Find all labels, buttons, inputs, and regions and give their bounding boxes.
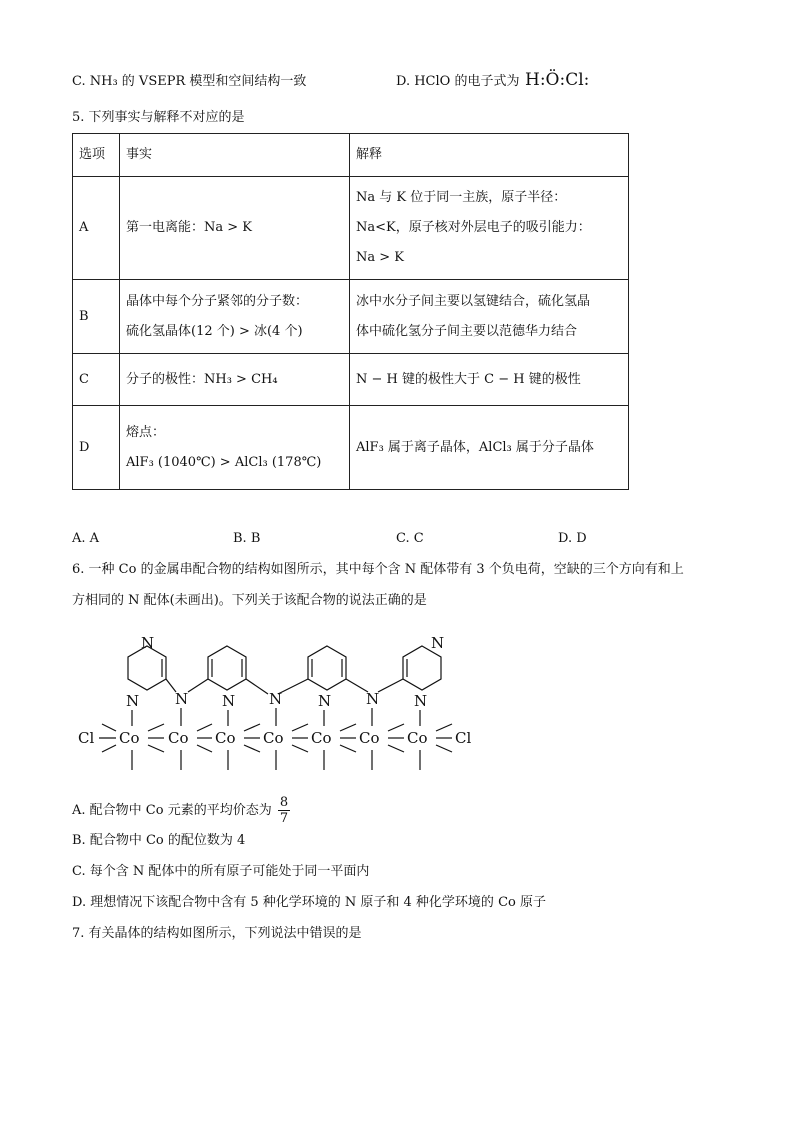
row-c-fact: 分子的极性：NH₃ > CH₄: [120, 354, 350, 406]
q5-answer-b: B. B: [233, 531, 261, 546]
q5-answer-a: A. A: [72, 531, 100, 546]
hclo-electron-formula: H:Ö:Cl:: [525, 70, 590, 90]
cobalt-string-complex-figure: [72, 628, 492, 776]
table-row: [73, 280, 629, 354]
row-b-fact: 晶体中每个分子紧邻的分子数： 硫化氢晶体(12 个) > 冰(4 个): [120, 280, 350, 354]
q6-option-d: D. 理想情况下该配合物中含有 5 种化学环境的 N 原子和 4 种化学环境的 Co 原子: [72, 895, 546, 910]
atom-co-7: Co: [407, 729, 428, 747]
table-row: [73, 177, 629, 280]
atom-n-pyridine-2: N: [318, 692, 332, 710]
q6-option-a: A. 配合物中 Co 元素的平均价态为 $\frac{8}{7}$: [72, 795, 289, 826]
pyrazine-ring-right: [403, 646, 441, 690]
q5-answer-c: C. C: [396, 531, 424, 546]
table-header-row: [73, 134, 629, 177]
q5-stem: 5. 下列事实与解释不对应的是: [72, 110, 245, 125]
q6-stem-line1: 6. 一种 Co 的金属串配合物的结构如图所示，其中每个含 N 配体带有 3 个负电荷，空缺的三个方向有和上: [72, 562, 684, 577]
atom-n-pyrazine-left: N: [126, 692, 140, 710]
atom-n-bridge-3: N: [366, 690, 380, 708]
ligand-bonds: [99, 646, 452, 770]
q5-answer-d: D. D: [558, 531, 587, 546]
row-c-option: C: [73, 354, 120, 406]
row-a-fact: 第一电离能：Na > K: [120, 177, 350, 280]
option-d-text: D. HClO 的电子式为: [396, 74, 520, 89]
q6-option-c: C. 每个含 N 配体中的所有原子可能处于同一平面内: [72, 864, 370, 879]
row-b-option: B: [73, 280, 120, 354]
table-row: [73, 354, 629, 406]
header-fact: 事实: [120, 134, 350, 177]
atom-n-pyrazine-right: N: [414, 692, 428, 710]
pyridine-ring-1: [208, 646, 246, 690]
row-c-explain: N − H 键的极性大于 C − H 键的极性: [350, 354, 629, 406]
atom-n-pyridine-1: N: [222, 692, 236, 710]
row-d-explain: AlF₃ 属于离子晶体，AlCl₃ 属于分子晶体: [350, 406, 629, 490]
atom-cl-right: Cl: [455, 729, 472, 747]
table-row: [73, 406, 629, 490]
row-a-option: A: [73, 177, 120, 280]
atom-n-pyrazine-top-right: N: [431, 634, 445, 652]
atom-cl-left: Cl: [78, 729, 95, 747]
q6-option-b: B. 配合物中 Co 的配位数为 4: [72, 833, 246, 848]
row-d-fact: 熔点： AlF₃ (1040℃) > AlCl₃ (178℃): [120, 406, 350, 490]
q6-stem-line2: 方相同的 N 配体(未画出)。下列关于该配合物的说法正确的是: [72, 593, 427, 608]
option-c-text: C. NH₃ 的 VSEPR 模型和空间结构一致: [72, 74, 307, 89]
atom-n-bridge-2: N: [269, 690, 283, 708]
q5-table: [72, 133, 629, 490]
row-d-option: D: [73, 406, 120, 490]
atom-co-3: Co: [215, 729, 236, 747]
pyridine-ring-2: [308, 646, 346, 690]
fraction-8-7: $\frac{8}{7}$: [279, 795, 289, 826]
header-option: 选项: [73, 134, 120, 177]
atom-n-bridge-1: N: [175, 690, 189, 708]
atom-co-6: Co: [359, 729, 380, 747]
atom-co-5: Co: [311, 729, 332, 747]
pyrazine-ring-left: [128, 646, 166, 690]
atom-co-4: Co: [263, 729, 284, 747]
atom-co-1: Co: [119, 729, 140, 747]
atom-n-pyrazine-top-left: N: [141, 634, 155, 652]
row-a-explain: Na 与 K 位于同一主族，原子半径： Na<K，原子核对外层电子的吸引能力： Na > K: [350, 177, 629, 280]
row-b-explain: 冰中水分子间主要以氢键结合，硫化氢晶 体中硫化氢分子间主要以范德华力结合: [350, 280, 629, 354]
q7-stem: 7. 有关晶体的结构如图所示，下列说法中错误的是: [72, 926, 362, 941]
header-explain: 解释: [350, 134, 629, 177]
atom-co-2: Co: [168, 729, 189, 747]
